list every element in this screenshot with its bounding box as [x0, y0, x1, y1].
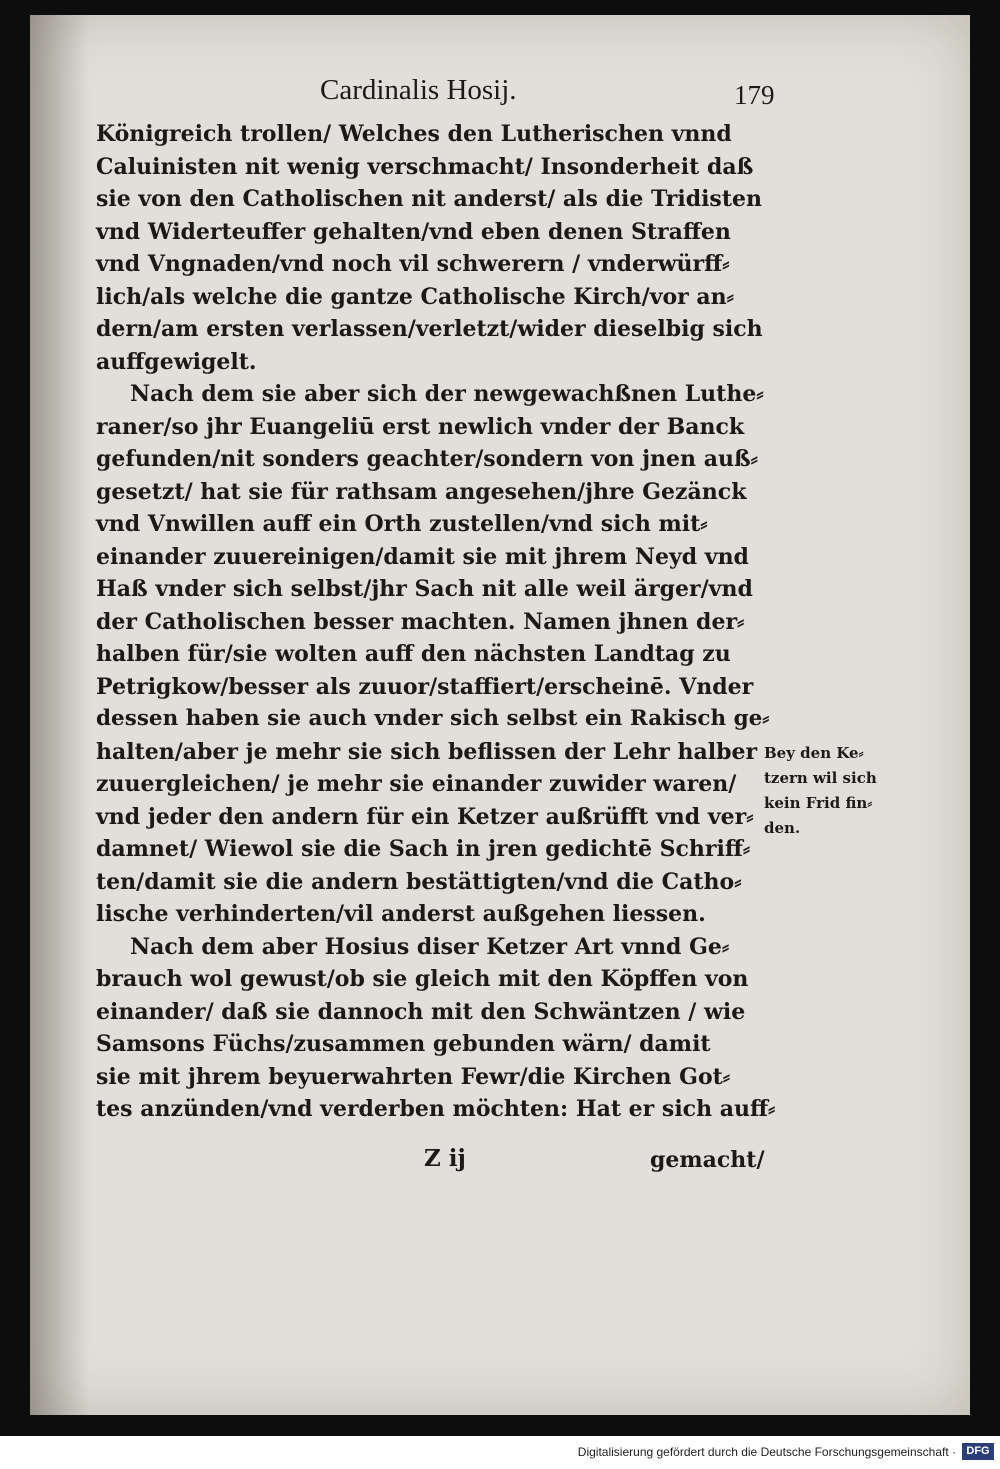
- text-line: ten/damit sie die andern bestättigten/vnd die Catho⸗: [96, 868, 742, 895]
- marginal-note: [764, 741, 894, 841]
- text-line: dessen haben sie auch vnder sich selbst ein Rakisch ge⸗: [96, 706, 770, 731]
- text-line: damnet/ Wiewol sie die Sach in jren gedichtē Schriff⸗: [96, 836, 751, 862]
- text-line: brauch wol gewust/ob sie gleich mit den Köpffen von: [96, 966, 749, 992]
- text-line: lich/als welche die gantze Catholische Kirch/vor an⸗: [96, 283, 734, 310]
- gutter-shadow: [30, 15, 90, 1415]
- text-line: einander/ daß sie dannoch mit den Schwäntzen / wie: [96, 998, 746, 1025]
- funding-credit: Digitalisierung gefördert durch die Deutsche Forschungsgemeinschaft ·: [577, 1445, 956, 1459]
- signature-mark: Z ij: [424, 1145, 466, 1172]
- text-line: Caluinisten nit wenig verschmacht/ Insonderheit daß: [96, 153, 754, 180]
- marginal-note-line: den.: [764, 819, 801, 837]
- footer-bar: [0, 1436, 1000, 1469]
- text-line: halten/aber je mehr sie sich beflissen der Lehr halber: [96, 738, 758, 765]
- running-head: Cardinalis Hosij.: [320, 74, 517, 106]
- text-line: Nach dem aber Hosius diser Ketzer Art vnnd Ge⸗: [130, 933, 730, 960]
- body-text: [96, 118, 776, 1126]
- marginal-note-line: tzern wil sich: [764, 769, 877, 787]
- text-line: Samsons Füchs/zusammen gebunden wärn/ damit: [96, 1031, 711, 1057]
- marginal-note-line: kein Frid fin⸗: [764, 794, 873, 812]
- text-line: sie von den Catholischen nit anderst/ als die Tridisten: [96, 186, 762, 212]
- text-line: dern/am ersten verlassen/verletzt/wider dieselbig sich: [96, 316, 763, 342]
- text-line: Petrigkow/besser als zuuor/staffiert/erscheinē. Vnder: [96, 673, 754, 700]
- text-line: gefunden/nit sonders geachter/sondern von jnen auß⸗: [96, 446, 758, 472]
- text-line: tes anzünden/vnd verderben möchten: Hat er sich auff⸗: [96, 1096, 776, 1122]
- text-line: der Catholischen besser machten. Namen jhnen der⸗: [96, 608, 745, 635]
- text-line: Königreich trollen/ Welches den Lutherischen vnnd: [96, 121, 732, 147]
- text-line: halben für/sie wolten auff den nächsten Landtag zu: [96, 641, 731, 667]
- text-line: sie mit jhrem beyuerwahrten Fewr/die Kirchen Got⸗: [96, 1063, 731, 1090]
- text-line: vnd Vngnaden/vnd noch vil schwerern / vnderwürff⸗: [96, 251, 730, 277]
- text-line: vnd jeder den andern für ein Ketzer außrüfft vnd ver⸗: [96, 803, 754, 830]
- text-line: lische verhinderten/vil anderst außgehen liessen.: [96, 901, 706, 927]
- text-line: zuuergleichen/ je mehr sie einander zuwider waren/: [96, 771, 737, 797]
- text-line: Haß vnder sich selbst/jhr Sach nit alle weil ärger/vnd: [96, 576, 753, 602]
- text-line: gesetzt/ hat sie für rathsam angesehen/jhre Gezänck: [96, 478, 747, 505]
- text-line: Nach dem sie aber sich der newgewachßnen Luthe⸗: [130, 381, 764, 407]
- text-line: vnd Widerteuffer gehalten/vnd eben denen Straffen: [96, 218, 731, 245]
- page-number: 179: [734, 80, 775, 110]
- text-line: vnd Vnwillen auff ein Orth zustellen/vnd sich mit⸗: [96, 511, 708, 537]
- dfg-logo-icon: DFG: [962, 1443, 994, 1460]
- text-line: raner/so jhr Euangeliū erst newlich vnder der Banck: [96, 413, 745, 440]
- text-line: auffgewigelt.: [96, 348, 257, 375]
- text-line: einander zuuereinigen/damit sie mit jhrem Neyd vnd: [96, 543, 749, 570]
- marginal-note-line: Bey den Ke⸗: [764, 744, 864, 762]
- catchword: gemacht/: [650, 1147, 765, 1173]
